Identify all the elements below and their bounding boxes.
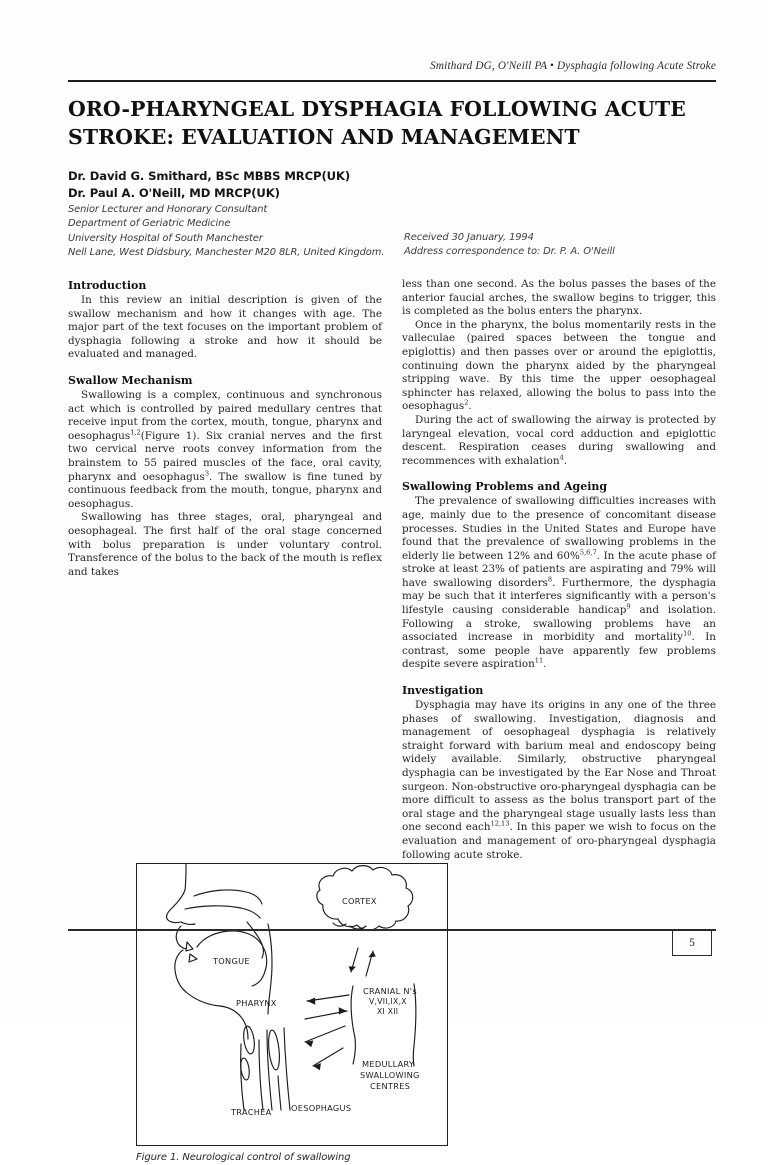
- correspondence-address: Address correspondence to: Dr. P. A. O'Neill: [404, 246, 615, 258]
- rc-text-a: Once in the pharynx, the bolus momentarily rests in the valleculae (paired spaces between the tongue and epiglottis) and then passes over or around the epiglottis, continuing down the pharynx aided by the pharyngeal stripping wave. By this time the upper oesophageal sphincter has relaxed, allowing the bolus to pass into the oesophagus: [402, 318, 716, 413]
- citation-8: 8: [547, 575, 553, 584]
- figure-label-tongue: TONGUE: [213, 956, 250, 966]
- figure-label-medullary-1: MEDULLARY: [362, 1059, 415, 1069]
- figure-1-caption: Figure 1. Neurological control of swallowing: [136, 1152, 351, 1163]
- soft-palate: [247, 922, 263, 958]
- column-left: [68, 278, 420, 1163]
- rc-text-d: .: [563, 454, 568, 467]
- sm-text-b: (Figure 1). Six cranial nerves and the first two cervical nerve roots convey information from the brainstem to 55 paired muscles of the face, oral cavity, pharynx and oesophagus: [68, 429, 382, 483]
- citation-5-6-7: 5,6,7: [579, 548, 597, 557]
- sp-text-c: . Furthermore, the dysphagia may be such that it interferes significantly with a person's lifestyle causing considerable handicap: [402, 576, 717, 617]
- affiliation-line-2: Department of Geriatric Medicine: [68, 218, 231, 230]
- citation-9: 9: [626, 602, 631, 611]
- tongue-base: [252, 971, 265, 986]
- figure-label-medullary-3: CENTRES: [370, 1081, 411, 1091]
- trachea-wall-right: [259, 1040, 263, 1110]
- figure-1-illustration: [137, 864, 447, 1145]
- paragraph-airway-protection: [402, 414, 716, 468]
- paragraph-introduction: In this review an initial description is given of the swallow mechanism and how it changes with age. The major part of the text focuses on the important problem of dysphagia following a stroke and how it should be evaluated and managed.: [68, 294, 382, 361]
- figure-label-cortex: CORTEX: [342, 896, 377, 906]
- received-date: Received 30 January, 1994: [404, 232, 534, 243]
- heading-swallow-mechanism: Swallow Mechanism: [68, 373, 193, 387]
- sp-text-a: The prevalence of swallowing difficulties increases with age, mainly due to the presence of concomitant disease processes. Studies in the United States and Europe have found that the prevalence of swallowing problems in the elderly lie between 12% and 60%: [402, 495, 716, 562]
- brainstem-left-edge: [351, 986, 355, 1064]
- figure-label-trachea: TRACHEA: [231, 1107, 272, 1117]
- figure-1-frame: [136, 863, 448, 1146]
- larynx-ellipse: [242, 1025, 256, 1054]
- nose-profile: [167, 890, 185, 923]
- page-number: 5: [672, 931, 712, 956]
- heading-swallowing-problems-ageing: Swallowing Problems and Ageing: [402, 480, 608, 494]
- affiliation-block: [68, 203, 408, 261]
- paragraph-swallow-mechanism-1: [68, 389, 382, 511]
- affiliation-line-3: University Hospital of South Manchester: [68, 232, 263, 244]
- oesophagus-wall-right: [284, 1028, 290, 1110]
- sp-text-f: .: [543, 658, 547, 671]
- author-name-2: Dr. Paul A. O'Neill, MD MRCP(UK): [68, 185, 280, 200]
- affiliation-line-1: Senior Lecturer and Honorary Consultant: [68, 204, 268, 215]
- paragraph-pharynx-bolus: [402, 319, 716, 414]
- sp-text-d: and isolation. Following a stroke, swallowing problems have an associated increase in morbidity and mortality: [402, 604, 716, 644]
- figure-1: [136, 863, 450, 1165]
- column-right: [402, 278, 716, 862]
- rc-text-c: During the act of swallowing the airway is protected by laryngeal elevation, vocal cord adduction and epiglottic descent. Respiration ceases during swallowing and recommences with exhalation: [402, 413, 716, 467]
- figure-label-cranial-nerves-3: XI XII: [377, 1007, 399, 1016]
- oesophagus-lumen: [267, 1030, 281, 1071]
- paragraph-swallowing-problems: [402, 495, 716, 672]
- citation-10: 10: [683, 629, 692, 638]
- citation-11: 11: [534, 656, 544, 665]
- brainstem-right-edge: [413, 984, 416, 1066]
- received-block: [404, 231, 704, 260]
- citation-2: 2: [464, 398, 469, 407]
- arrow-left-lower: [305, 1026, 345, 1042]
- inv-text-b: . In this paper we wish to focus on the evaluation and management of oro-pharyngeal dysphagia following acute stroke.: [402, 821, 716, 861]
- citation-1-2: 1,2: [130, 428, 141, 437]
- sp-text-e: . In contrast, some people have apparently few problems despite severe aspiration: [402, 631, 716, 671]
- sm-text-a: Swallowing is a complex, continuous and synchronous act which is controlled by paired medullary centres that receive input from the cortex, mouth, tongue, pharynx and oesophagus: [68, 388, 382, 442]
- inv-text-a: Dysphagia may have its origins in any one of the three phases of swallowing. Investigation, diagnosis and management of oesophageal dysphagia is relatively straight forward with barium meal and endoscopy being widely available. Similarly, obstructive pharyngeal dysphagia can be investigated by the Ear Nose and Throat surgeon. Non-obstructive oro-pharyngeal dysphagia can be more difficult to assess as the bolus transport part of the oral stage and the pharyngeal stage usually lasts less than one second each: [402, 699, 716, 834]
- figure-label-cranial-nerves-1: CRANIAL N's: [363, 986, 417, 996]
- author-name-1: Dr. David G. Smithard, BSc MBBS MRCP(UK): [68, 169, 351, 183]
- sp-text-b: . In the acute phase of stroke at least 23% of patients are aspirating and 79% will have swallowing disorders: [402, 549, 716, 589]
- figure-label-pharynx: PHARYNX: [236, 998, 277, 1008]
- footer-rule: [68, 929, 716, 931]
- running-head: Smithard DG, O'Neill PA • Dysphagia following Acute Stroke: [430, 60, 716, 72]
- figure-label-medullary-2: SWALLOWING: [360, 1070, 420, 1080]
- sm-text-c: . The swallow is fine tuned by continuous feedback from the mouth, tongue, pharynx and oesophagus.: [68, 470, 383, 510]
- citation-3: 3: [204, 469, 210, 478]
- figure-label-oesophagus: OESOPHAGUS: [291, 1103, 352, 1113]
- citation-12-13: 12,13: [490, 819, 510, 828]
- figure-label-cranial-nerves-2: V,VII,IX,X: [369, 997, 407, 1006]
- teeth-lower: [189, 954, 197, 962]
- page-title: ORO-PHARYNGEAL DYSPHAGIA FOLLOWING ACUTE STROKE: EVALUATION AND MANAGEMENT: [68, 97, 686, 149]
- oesophagus-wall-left: [267, 1030, 272, 1110]
- paragraph-swallow-mechanism-2: Swallowing has three stages, oral, pharyngeal and oesophageal. The first half of the oral stage concerned with bolus preparation is under voluntary control. Transference of the bolus to the back of the mouth is reflex and takes: [68, 511, 382, 578]
- arrow-left-lowest: [313, 1048, 343, 1066]
- paragraph-investigation: [402, 699, 716, 862]
- rc-text-b: .: [468, 400, 472, 413]
- paragraph-continued-from-left: less than one second. As the bolus passes the bases of the anterior faucial arches, the swallow begins to trigger, this is completed as the bolus enters the pharynx.: [402, 278, 716, 318]
- author-block: [68, 168, 716, 201]
- skull-top: [185, 864, 186, 890]
- heading-introduction: Introduction: [68, 279, 147, 292]
- palate-top: [194, 890, 262, 904]
- upper-lip: [181, 922, 195, 924]
- oesophagus-midline: [278, 1076, 281, 1110]
- nasal-floor: [185, 906, 260, 918]
- teeth-upper: [186, 942, 193, 951]
- heading-investigation: Investigation: [402, 684, 484, 698]
- citation-4: 4: [559, 453, 564, 462]
- affiliation-line-4: Nell Lane, West Didsbury, Manchester M20 8LR, United Kingdom.: [68, 247, 385, 259]
- header-rule: [68, 80, 716, 82]
